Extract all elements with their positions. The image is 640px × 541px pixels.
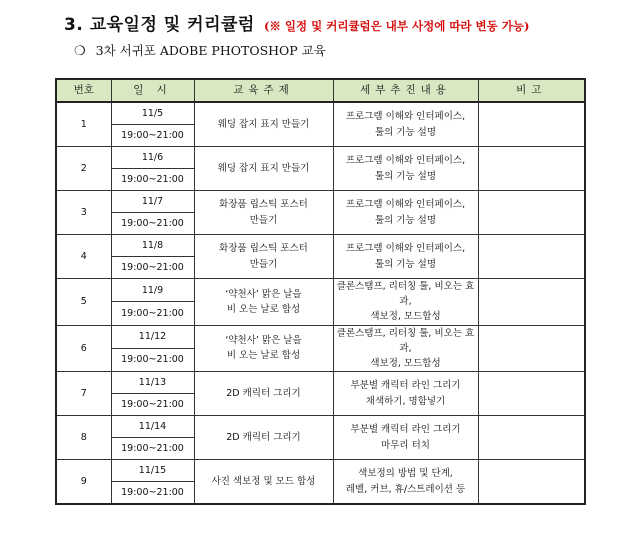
row-topic-line: 화장품 립스틱 포스터 [219, 199, 308, 211]
course-name: 3차 서귀포 ADOBE PHOTOSHOP 교육 [95, 43, 326, 58]
row-topic-line: 2D 캐릭터 그리기 [226, 432, 301, 444]
table-row [56, 235, 585, 257]
row-detail-line: 프로그램 이해와 인터페이스, [345, 199, 466, 211]
row-detail-line: 프로그램 이해와 인터페이스, [345, 111, 466, 123]
row-detail-line: 툴의 기능 설명 [374, 126, 437, 138]
row-detail-line: 레벨, 커브, 휴/스트레이션 등 [345, 483, 466, 495]
table-row [56, 147, 585, 169]
row-topic [194, 325, 333, 372]
row-number: 4 [56, 235, 111, 279]
row-date: 11/15 [111, 460, 194, 482]
row-date: 11/7 [111, 191, 194, 213]
row-remarks [478, 191, 585, 235]
row-date: 11/13 [111, 372, 194, 394]
row-topic-line: ‘약천사’ 맑은 날을 [225, 288, 302, 300]
row-topic-line: 2D 캐릭터 그리기 [226, 388, 301, 400]
course-subtitle [74, 41, 326, 59]
row-date: 11/8 [111, 235, 194, 257]
row-time: 19:00~21:00 [111, 348, 194, 371]
row-detail [333, 191, 478, 235]
header-detail: 세부추진내용 [333, 79, 478, 102]
table-row [56, 416, 585, 438]
header-row [56, 79, 585, 102]
row-detail-line: 툴의 기능 설명 [374, 214, 437, 226]
row-topic-line: 웨딩 잡지 표지 만들기 [217, 162, 310, 174]
row-detail-line: 부분별 캐릭터 라인 그리기 [350, 380, 461, 392]
row-number: 1 [56, 102, 111, 147]
change-notice: (※ 일정 및 커리큘럼은 내부 사정에 따라 변동 가능) [263, 19, 530, 33]
row-remarks [478, 416, 585, 460]
row-detail-line: 색보정의 방법 및 단계, [358, 468, 453, 480]
row-topic-line: 만들기 [249, 258, 278, 270]
row-time: 19:00~21:00 [111, 213, 194, 235]
table-body [56, 102, 585, 504]
header-no: 번호 [56, 79, 111, 102]
row-date: 11/6 [111, 147, 194, 169]
row-topic [194, 416, 333, 460]
row-topic [194, 460, 333, 505]
row-detail-line: 클론스탬프, 리터칭 툴, 비오는 효과, [336, 327, 475, 354]
row-remarks [478, 372, 585, 416]
row-remarks [478, 325, 585, 372]
schedule-table [55, 78, 586, 505]
row-topic [194, 235, 333, 279]
row-detail [333, 325, 478, 372]
table-row [56, 372, 585, 394]
circle-bullet-icon: ❍ [74, 44, 86, 59]
row-remarks [478, 102, 585, 147]
section-heading [64, 10, 529, 35]
row-detail [333, 279, 478, 326]
row-detail-line: 프로그램 이해와 인터페이스, [345, 155, 466, 167]
row-detail [333, 416, 478, 460]
row-topic-line: 비 오는 날로 합성 [226, 303, 301, 315]
row-number: 7 [56, 372, 111, 416]
row-time: 19:00~21:00 [111, 125, 194, 147]
row-date: 11/9 [111, 279, 194, 302]
row-topic [194, 279, 333, 326]
row-detail-line: 툴의 기능 설명 [374, 170, 437, 182]
row-detail-line: 마무리 터치 [381, 439, 430, 451]
row-topic-line: 사진 색보정 및 모드 합성 [211, 476, 316, 488]
row-topic [194, 191, 333, 235]
row-detail [333, 147, 478, 191]
row-number: 5 [56, 279, 111, 326]
row-detail [333, 460, 478, 505]
row-time: 19:00~21:00 [111, 169, 194, 191]
row-topic [194, 147, 333, 191]
row-topic-line: 만들기 [249, 214, 278, 226]
row-number: 3 [56, 191, 111, 235]
row-topic-line: 화장품 립스틱 포스터 [219, 243, 308, 255]
row-topic [194, 372, 333, 416]
row-date: 11/12 [111, 325, 194, 348]
row-remarks [478, 460, 585, 505]
row-number: 6 [56, 325, 111, 372]
row-detail-line: 색보정, 모드합성 [370, 357, 441, 369]
row-time: 19:00~21:00 [111, 438, 194, 460]
row-number: 2 [56, 147, 111, 191]
row-time: 19:00~21:00 [111, 482, 194, 505]
row-topic-line: ‘약천사’ 맑은 날을 [225, 335, 302, 347]
row-number: 8 [56, 416, 111, 460]
header-topic: 교육주제 [194, 79, 333, 102]
table-row [56, 325, 585, 348]
section-title: 3. 교육일정 및 커리큘럼 [64, 15, 255, 35]
table-row [56, 460, 585, 482]
row-detail-line: 툴의 기능 설명 [374, 258, 437, 270]
row-date: 11/5 [111, 102, 194, 125]
row-number: 9 [56, 460, 111, 505]
row-detail [333, 235, 478, 279]
row-time: 19:00~21:00 [111, 257, 194, 279]
row-detail-line: 채색하기, 명함넣기 [365, 395, 446, 407]
row-topic-line: 웨딩 잡지 표지 만들기 [217, 118, 310, 130]
row-remarks [478, 279, 585, 326]
table-row [56, 191, 585, 213]
header-remarks: 비고 [478, 79, 585, 102]
row-remarks [478, 235, 585, 279]
row-topic-line: 비 오는 날로 합성 [226, 350, 301, 362]
row-detail [333, 372, 478, 416]
row-detail-line: 색보정, 모드합성 [370, 311, 441, 323]
row-detail [333, 102, 478, 147]
row-detail-line: 클론스탬프, 리터칭 툴, 비오는 효과, [336, 281, 475, 308]
table-row [56, 102, 585, 125]
row-remarks [478, 147, 585, 191]
row-topic [194, 102, 333, 147]
row-detail-line: 부분별 캐릭터 라인 그리기 [350, 424, 461, 436]
row-time: 19:00~21:00 [111, 302, 194, 325]
header-date: 일 시 [111, 79, 194, 102]
table-row [56, 279, 585, 302]
row-detail-line: 프로그램 이해와 인터페이스, [345, 243, 466, 255]
row-date: 11/14 [111, 416, 194, 438]
row-time: 19:00~21:00 [111, 394, 194, 416]
